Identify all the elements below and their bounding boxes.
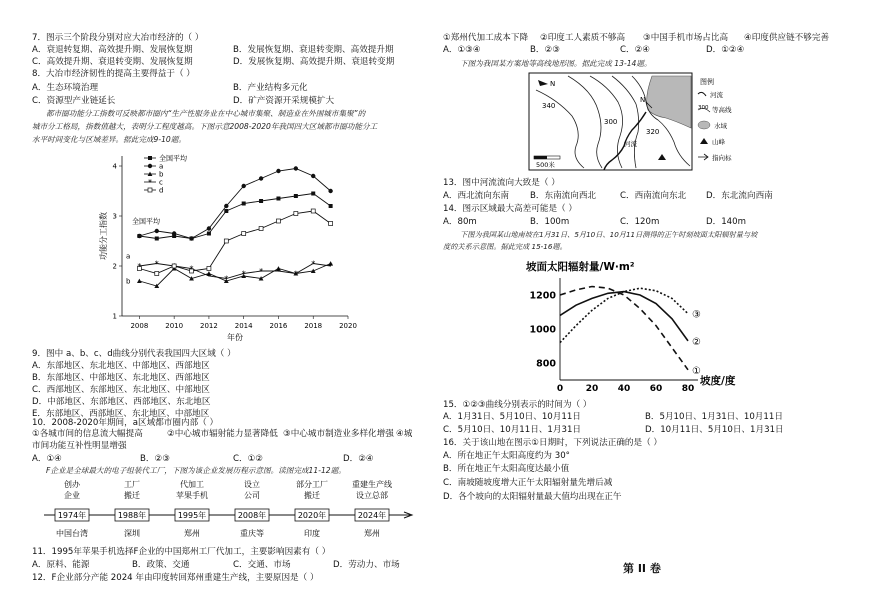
y-tick-label: 4 [112, 162, 117, 171]
legend-marker-a [148, 164, 152, 168]
timeline-year: 2008年 [237, 511, 267, 520]
point-d [259, 227, 263, 231]
timeline-event-label-2: 搬迁 [304, 491, 320, 500]
legend-water-label: 水域 [714, 122, 727, 130]
q8-opt-d: D．矿产资源开采规模扩大 [233, 96, 335, 106]
timeline-event-label-1: 部分工厂 [296, 480, 328, 489]
intro-13-14: 下图为我国某方案地等高线地形图。据此完成 13-14题。 [460, 59, 652, 68]
legend-marker-c: * [148, 178, 152, 187]
point-c: * [154, 259, 159, 269]
intro-9-10-line1: 都市圈功能分工指数可反映都市圈内“生产性服务业在中心城市集聚、制造业在外围城市集聚”的 [46, 109, 366, 118]
q10-statement-1: ①各城市间的信息流大幅提高 [32, 429, 143, 439]
legend-contour-value: 300 [698, 105, 709, 111]
x-tick-label: 2012 [200, 322, 218, 330]
legend-arrow-icon [698, 154, 708, 160]
x-tick-label: 20 [585, 384, 599, 394]
legend-river-label: 河流 [710, 91, 723, 99]
contour-label-340: 340 [542, 102, 556, 110]
q8-opt-a: A．生态环境治理 [32, 83, 99, 93]
point-a [155, 229, 159, 233]
timeline-event-label-1: 设立 [244, 480, 260, 489]
q13-opt-c: C．西南流向东北 [620, 191, 687, 201]
timeline-year: 1988年 [117, 511, 147, 520]
contour-label-320: 320 [646, 128, 660, 136]
q8-stem: 8．大冶市经济韧性的提高主要得益于（ ） [32, 69, 195, 79]
point-d [329, 222, 333, 226]
q12-statement-2: ②印度工人素质不够高 [540, 33, 626, 43]
timeline-event-label-1: 工厂 [124, 480, 140, 489]
y-tick-label: 800 [536, 358, 556, 370]
y-axis-title: 功能分工指数 [99, 212, 108, 260]
legend-arrow-label: 指向标 [712, 154, 732, 162]
point-d [155, 272, 159, 276]
timeline-event-label-2: 设立总部 [356, 491, 388, 500]
intro-15-16-line1: 下图为我国某山地南坡在1月31日、5月10日、10月11日测得的正午时刻坡面太阳辐射量与坡 [460, 230, 758, 239]
map-north-label-2: N [640, 96, 646, 104]
point-c: * [259, 267, 264, 276]
point-a [241, 184, 245, 188]
q9-opt-d: D．中部地区、东部地区、西部地区、东北地区 [32, 397, 211, 407]
q15-opt-b: B．5月10日、1月31日、10月11日 [645, 412, 783, 422]
intro-11-12: F企业是全球最大的电子组装代工厂，下图为该企业发展历程示意图。读图完成11-12题。 [46, 466, 346, 475]
q9-stem: 9．图中 a、b、c、d曲线分别代表我国四大区域（ ） [32, 349, 236, 359]
series-line-全国平均 [139, 194, 330, 239]
annotation-a: a [126, 252, 131, 261]
point-a [294, 166, 298, 170]
legend-label-b: b [159, 170, 164, 179]
legend-label-c: c [159, 178, 163, 187]
series-line-0 [560, 287, 688, 370]
series-label-1: ② [692, 336, 701, 348]
q14-stem: 14．图示区域最大高差可能是（ ） [443, 204, 577, 214]
x-tick-label: 2020 [339, 322, 357, 330]
intro-15-16-line2: 度的关系示意图。据此完成 15-16题。 [443, 242, 567, 251]
q10-statement-4: ④城 [396, 429, 413, 439]
q12-opt-d: D．①②④ [706, 45, 745, 55]
x-tick-label: 40 [617, 384, 631, 394]
map-legend-title: 图例 [700, 78, 714, 86]
point-全国平均 [155, 237, 159, 241]
q16-stem: 16．关于该山地在图示①日期时，下列说法正确的是（ ） [443, 438, 663, 448]
enterprise-timeline [40, 478, 420, 540]
series-line-d [139, 211, 330, 274]
point-a [311, 174, 315, 178]
x-tick-label: 60 [649, 384, 663, 394]
x-tick-label: 2008 [130, 322, 149, 330]
contour-label-300: 300 [604, 118, 618, 126]
chart-title: 坡面太阳辐射量/W·m² [526, 261, 635, 273]
point-d [207, 267, 211, 271]
x-axis-title: 坡度/度 [700, 375, 736, 387]
intro-9-10-line2: 城市分工格局，指数值越大，表明分工程度越高。下图示意2008-2020年我国四大区域都市圈功能分工 [32, 122, 378, 131]
map-north-label: N [550, 80, 556, 88]
timeline-place: 深圳 [124, 529, 140, 538]
point-d [172, 264, 176, 268]
x-tick-label: 0 [556, 384, 564, 394]
part-2-heading: 第 II 卷 [623, 562, 661, 575]
y-tick-label: 2 [112, 262, 117, 271]
q10-statement-3: ③中心城市制造业多样化增强 [283, 429, 394, 439]
legend-label-全国平均: 全国平均 [159, 154, 187, 163]
q11-opt-a: A．原料、能源 [32, 560, 90, 570]
intro-9-10-line3: 水平时间变化与区域差异。据此完成9-10题。 [32, 135, 186, 144]
point-c: * [276, 267, 281, 276]
q14-opt-d: D．140m [706, 217, 746, 227]
q16-opt-c: C．南坡随坡度增大正午太阳辐射量先增后减 [443, 478, 613, 488]
q13-opt-a: A．西北流向东南 [443, 191, 510, 201]
point-d [190, 269, 194, 273]
q12-statement-1: ①郑州代加工成本下降 [443, 33, 529, 43]
timeline-event-label-1: 重建生产线 [352, 480, 392, 489]
q7-opt-d: D．发展恢复期、高效提升期、衰退转变期 [233, 57, 395, 67]
legend-marker-全国平均 [148, 156, 152, 160]
q8-opt-b: B．产业结构多元化 [233, 83, 308, 93]
division-index-line-chart [96, 148, 366, 348]
q15-opt-d: D．10月11日、5月10日、1月31日 [645, 425, 784, 435]
contour-map [528, 72, 738, 172]
annotation-national-average: 全国平均 [132, 217, 160, 226]
point-全国平均 [224, 209, 228, 213]
point-c: * [206, 272, 211, 281]
q9-opt-a: A．东部地区、东北地区、中部地区、西部地区 [32, 361, 210, 371]
legend-label-d: d [159, 186, 164, 195]
point-a [189, 236, 193, 240]
series-line-1 [560, 292, 688, 341]
legend-peak-icon [700, 138, 708, 144]
q9-opt-b: B．东部地区、中部地区、东北地区、西部地区 [32, 373, 210, 383]
point-a [276, 169, 280, 173]
y-tick-label: 3 [112, 212, 117, 221]
q16-opt-d: D．各个坡向的太阳辐射量最大值均出现在正午 [443, 492, 622, 502]
q12-stem: 12．F企业部分产能 2024 年由印度转回郑州重建生产线，主要原因是（ ） [32, 573, 319, 583]
timeline-event-label-2: 苹果手机 [176, 491, 208, 500]
timeline-place: 重庆等 [240, 529, 264, 538]
q9-opt-c: C．西部地区、东部地区、东北地区、中部地区 [32, 385, 210, 395]
q14-opt-a: A．80m [443, 217, 477, 227]
point-c: * [293, 269, 298, 279]
legend-label-a: a [159, 162, 164, 171]
q15-opt-a: A．1月31日、5月10日、10月11日 [443, 412, 581, 422]
point-全国平均 [294, 194, 298, 198]
annotation-b: b [126, 277, 131, 286]
y-tick-label: 1200 [529, 290, 556, 302]
point-a [172, 231, 176, 235]
legend-marker-d [148, 188, 152, 192]
series-line-b [139, 264, 330, 287]
q12-opt-b: B．②③ [530, 45, 560, 55]
timeline-place: 郑州 [364, 529, 380, 538]
q13-opt-b: B．东南流向西北 [530, 191, 597, 201]
timeline-place: 中国台湾 [56, 529, 88, 538]
point-d [276, 219, 280, 223]
y-tick-label: 1 [112, 312, 117, 321]
point-全国平均 [259, 199, 263, 203]
x-tick-label: 2016 [269, 322, 288, 330]
point-d [224, 239, 228, 243]
timeline-event-label-2: 搬迁 [124, 491, 140, 500]
series-label-0: ① [692, 365, 701, 377]
x-axis-title: 年份 [227, 333, 243, 342]
q7-opt-a: A．衰退转复期、高效提升期、发展恢复期 [32, 45, 193, 55]
q11-opt-b: B．政策、交通 [132, 560, 190, 570]
timeline-event-label-1: 创办 [64, 480, 80, 489]
q11-opt-c: C．交通、市场 [233, 560, 291, 570]
q16-opt-b: B．所在地正午太阳高度达最小值 [443, 464, 570, 474]
q10-opt-c: C．①② [233, 454, 264, 464]
q10-opt-b: B．②③ [140, 454, 170, 464]
point-全国平均 [242, 202, 246, 206]
q12-opt-a: A．①③④ [443, 45, 481, 55]
x-tick-label: 2018 [304, 322, 323, 330]
point-全国平均 [329, 204, 333, 208]
timeline-year: 2020年 [297, 511, 327, 520]
point-全国平均 [311, 192, 315, 196]
q12-statement-4: ④印度供应链不够完善 [744, 33, 830, 43]
q14-opt-b: B．100m [530, 217, 570, 227]
point-d [294, 212, 298, 216]
q13-opt-d: D．东北流向西南 [706, 191, 773, 201]
point-全国平均 [207, 232, 211, 236]
timeline-year: 1974年 [57, 511, 87, 520]
q16-opt-a: A．所在地正午太阳高度约为 30° [443, 451, 570, 461]
map-scale-label: 500米 [536, 161, 555, 169]
timeline-event-label-2: 公司 [244, 491, 260, 500]
point-d [311, 209, 315, 213]
q10-statement-4-cont: 市间功能互补性明显增强 [32, 441, 127, 451]
legend-water-icon [698, 121, 710, 129]
point-a [328, 189, 332, 193]
point-d [242, 232, 246, 236]
map-river-label: 河流 [624, 140, 637, 148]
q11-stem: 11．1995年苹果手机选择F企业的中国郑州工厂代加工，主要影响因素有（ ） [32, 547, 331, 557]
y-tick-label: 1000 [529, 324, 556, 336]
point-a [207, 226, 211, 230]
q10-statement-2: ②中心城市辐射能力显著降低 [167, 429, 278, 439]
x-tick-label: 80 [681, 384, 695, 394]
point-a [224, 204, 228, 208]
q12-statement-3: ③中国手机市场占比高 [643, 33, 729, 43]
q8-opt-c: C．资源型产业链延长 [32, 96, 116, 106]
q7-stem: 7．图示三个阶段分别对应大冶市经济的（ ） [32, 33, 204, 43]
q10-opt-a: A．①④ [32, 454, 62, 464]
slope-radiation-chart [522, 256, 762, 396]
q12-opt-c: C．②④ [620, 45, 651, 55]
series-line-a [139, 169, 330, 239]
q10-opt-d: D．②④ [343, 454, 374, 464]
x-tick-label: 2010 [165, 322, 184, 330]
point-全国平均 [276, 197, 280, 201]
q15-opt-c: C．5月10日、10月11日、1月31日 [443, 425, 582, 435]
legend-river-icon [698, 92, 706, 96]
point-d [137, 267, 141, 271]
q7-opt-c: C．高效提升期、衰退转变期、发展恢复期 [32, 57, 193, 67]
series-label-2: ③ [692, 309, 701, 321]
q7-opt-b: B．发展恢复期、衰退转变期、高效提升期 [233, 45, 394, 55]
q13-stem: 13．图中河流流向大致是（ ） [443, 178, 560, 188]
q15-stem: 15．①②③曲线分别表示的时间为（ ） [443, 400, 592, 410]
point-a [259, 176, 263, 180]
point-b [137, 279, 142, 283]
point-c: * [328, 262, 333, 271]
timeline-place: 郑州 [184, 529, 200, 538]
point-a [137, 234, 141, 238]
point-c: * [224, 274, 229, 284]
q10-stem: 10．2008-2020年期间，a区域都市圈内部（ ） [32, 418, 219, 428]
x-tick-label: 2014 [234, 322, 253, 330]
timeline-year: 2024年 [357, 511, 387, 520]
point-c: * [241, 269, 246, 279]
point-c: * [311, 259, 316, 269]
q11-opt-d: D．劳动力、市场 [333, 560, 400, 570]
timeline-event-label-2: 企业 [64, 491, 80, 500]
legend-peak-label: 山峰 [712, 138, 725, 146]
q14-opt-c: C．120m [620, 217, 660, 227]
legend-contour-label: 等高线 [712, 106, 732, 114]
timeline-year: 1995年 [177, 511, 207, 520]
timeline-event-label-1: 代加工 [180, 480, 204, 489]
series-line-c [139, 264, 330, 279]
timeline-place: 印度 [304, 529, 320, 538]
q9-opt-e: E．东部地区、西部地区、东北地区、中部地区 [32, 409, 210, 419]
